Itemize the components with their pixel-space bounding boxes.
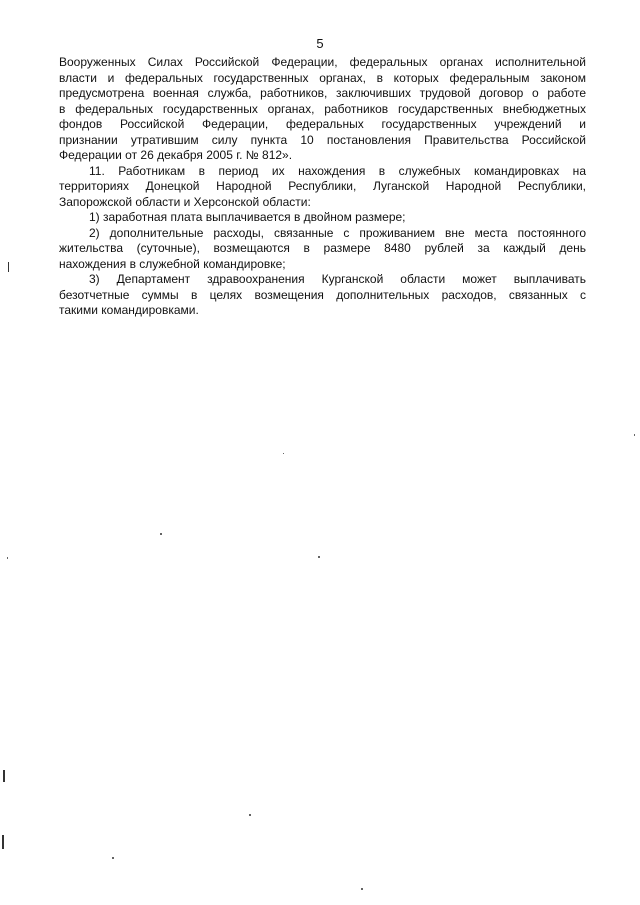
text-line: Вооруженных Силах Российской Федерации, федеральных органах исполнительной bbox=[59, 55, 586, 69]
text-line: признании утратившим силу пункта 10 постановления Правительства Российской bbox=[59, 132, 586, 147]
scan-speck bbox=[112, 857, 114, 859]
page-number: 5 bbox=[316, 36, 324, 51]
scan-speck bbox=[634, 434, 635, 436]
scan-speck bbox=[7, 557, 8, 559]
text-line: 2) дополнительные расходы, связанные с проживанием вне места постоянного bbox=[89, 225, 586, 240]
text-line: Запорожской области и Херсонской области: bbox=[59, 194, 311, 209]
text-line: территориях Донецкой Народной Республики, Луганской Народной Республики, bbox=[59, 179, 586, 193]
paragraph-continuation bbox=[59, 55, 586, 164]
text-line: в федеральных государственных органах, работников государственных внебюджетных bbox=[59, 101, 586, 116]
scan-speck bbox=[3, 770, 5, 782]
scan-speck bbox=[318, 556, 320, 558]
text-line: безотчетные суммы в целях возмещения дополнительных расходов, связанных с bbox=[59, 287, 586, 302]
scan-speck bbox=[2, 835, 4, 849]
text-line: 1) заработная плата выплачивается в двойном размере; bbox=[89, 210, 406, 224]
scan-speck bbox=[8, 262, 9, 272]
paragraph-subitem-3 bbox=[59, 272, 586, 319]
text-line: Федерации от 26 декабря 2005 г. № 812». bbox=[59, 148, 293, 162]
text-line: власти и федеральных государственных органах, в которых федеральным законом bbox=[59, 70, 586, 85]
text-line: 3) Департамент здравоохранения Курганской области может выплачивать bbox=[89, 272, 586, 286]
scan-speck bbox=[361, 888, 363, 890]
text-line: жительства (суточные), возмещаются в размере 8480 рублей за каждый день bbox=[59, 241, 586, 255]
text-line: фондов Российской Федерации, федеральных государственных учреждений и bbox=[59, 117, 586, 131]
scan-speck bbox=[160, 533, 162, 535]
text-line: 11. Работникам в период их нахождения в служебных командировках на bbox=[89, 163, 586, 178]
document-body bbox=[59, 55, 586, 319]
text-line: такими командировками. bbox=[59, 303, 199, 317]
scan-speck bbox=[249, 814, 251, 816]
text-line: предусмотрена военная служба, работников, заключивших трудовой договор о работе bbox=[59, 86, 586, 100]
paragraph-subitem-1 bbox=[59, 210, 586, 226]
text-line: нахождения в служебной командировке; bbox=[59, 256, 286, 271]
paragraph-subitem-2 bbox=[59, 226, 586, 273]
scan-speck bbox=[283, 453, 284, 454]
paragraph-item-11 bbox=[59, 164, 586, 211]
